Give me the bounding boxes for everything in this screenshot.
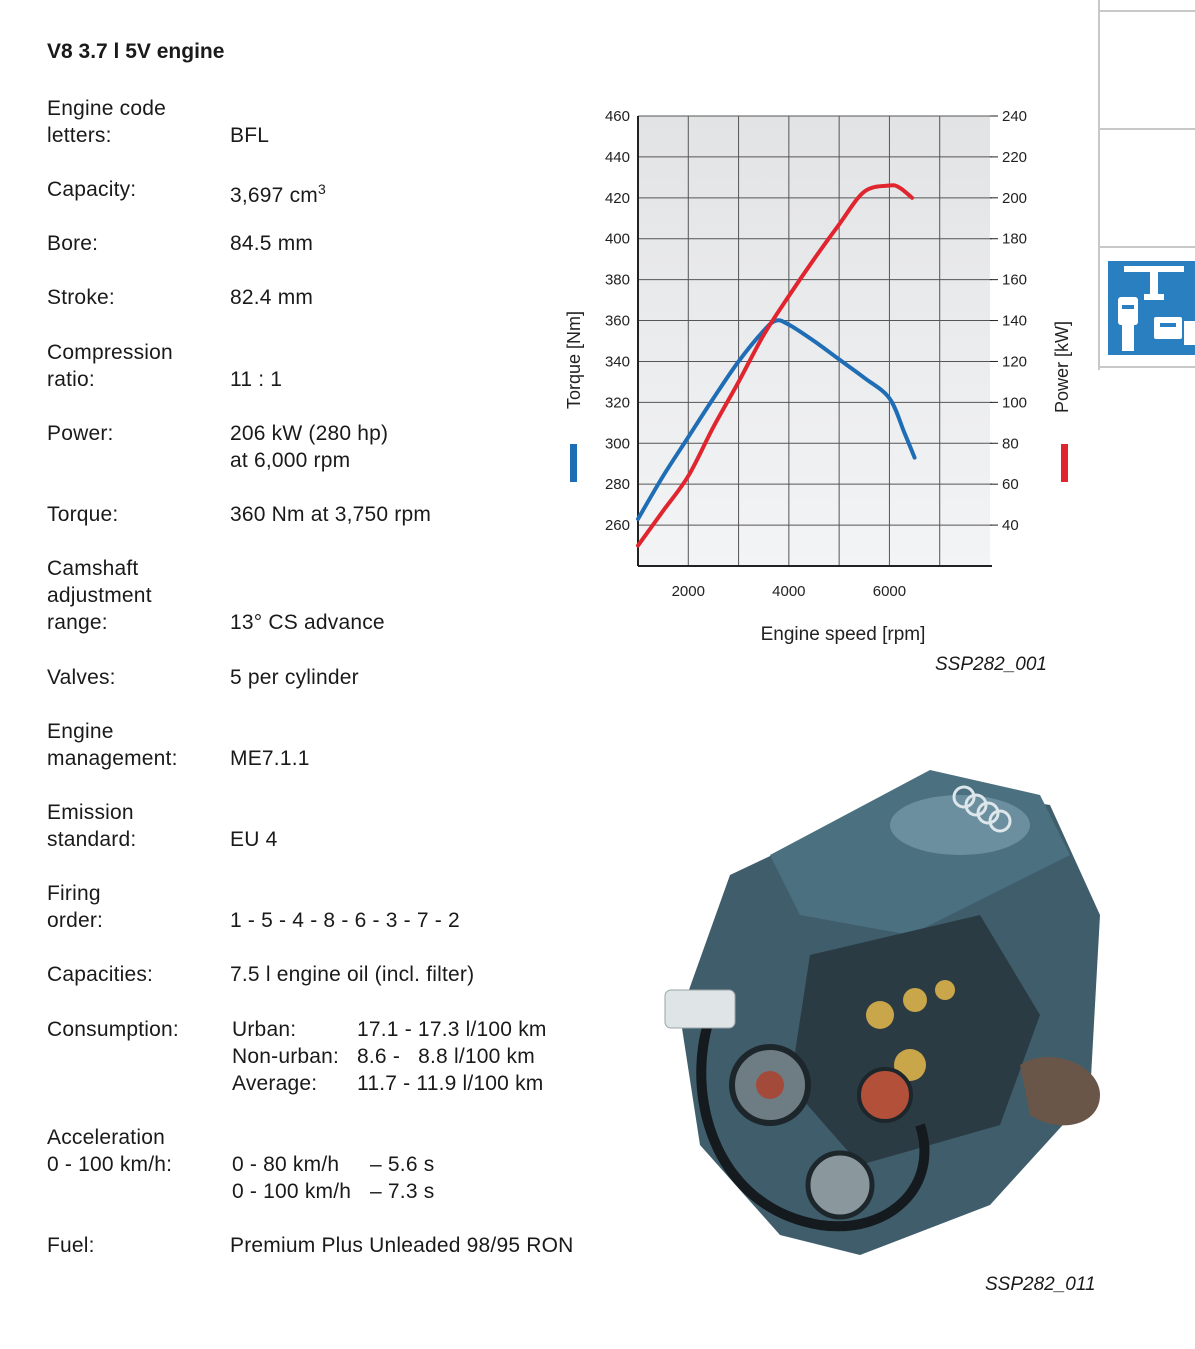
spec-label: Valves: — [47, 666, 116, 689]
torque-power-chart — [540, 100, 1080, 660]
consumption-nonurban-label: Non-urban: — [232, 1045, 340, 1068]
spec-value: 82.4 mm — [230, 286, 314, 309]
y-right-tick-label: 40 — [1002, 517, 1019, 535]
consumption-average-label: Average: — [232, 1072, 318, 1095]
torque-legend-swatch — [570, 444, 577, 482]
spec-value: 206 kW (280 hp) at 6,000 rpm — [230, 422, 389, 472]
spec-value: Premium Plus Unleaded 98/95 RON — [230, 1234, 574, 1257]
y-left-tick-label: 400 — [604, 230, 630, 248]
y-left-tick-label: 440 — [604, 148, 630, 166]
spec-label: Stroke: — [47, 286, 115, 309]
y-right-tick-label: 180 — [1002, 230, 1028, 248]
y-left-tick-label: 360 — [604, 312, 630, 330]
accel-100-value: – 7.3 s — [370, 1180, 435, 1203]
consumption-nonurban-value: 8.6 - 8.8 l/100 km — [357, 1045, 535, 1068]
y-left-tick-label: 460 — [604, 108, 630, 125]
accel-80-label: 0 - 80 km/h — [232, 1153, 340, 1176]
spec-acceleration — [47, 1124, 647, 1206]
x-axis-label: Engine speed [rpm] — [760, 624, 926, 645]
y-right-tick-label: 240 — [1002, 108, 1028, 125]
spec-label: Emission standard: — [47, 801, 137, 851]
accel-100-label: 0 - 100 km/h — [232, 1180, 352, 1203]
y-right-tick-label: 120 — [1002, 353, 1028, 371]
spec-label: Engine code letters: — [47, 97, 166, 147]
spec-value: 3,697 $cm^3$ — [230, 181, 326, 207]
spec-value: 11 : 1 — [230, 368, 283, 391]
y-right-tick-label: 200 — [1002, 189, 1028, 207]
spec-consumption — [47, 1016, 647, 1098]
margin-tab-line — [1098, 10, 1195, 12]
spec-value: 84.5 mm — [230, 232, 314, 255]
y-left-tick-label: 280 — [604, 476, 630, 494]
engine-illustration — [660, 765, 1120, 1265]
spec-label: Capacities: — [47, 963, 154, 986]
x-tick-label: 2000 — [671, 583, 705, 600]
margin-tab-line — [1098, 128, 1195, 130]
y-right-tick-label: 140 — [1002, 312, 1028, 330]
y-right-tick-label: 220 — [1002, 148, 1028, 166]
chart-caption: SSP282_001 — [935, 654, 1047, 675]
spec-value: ME7.1.1 — [230, 747, 310, 770]
y-left-tick-label: 300 — [604, 435, 630, 453]
y-left-tick-label: 320 — [604, 394, 630, 412]
y-right-axis-label: Power [kW] — [1052, 320, 1072, 414]
spec-label: Fuel: — [47, 1234, 95, 1257]
engine-section-icon — [1108, 261, 1195, 355]
y-right-tick-label: 80 — [1002, 435, 1019, 453]
power-legend-swatch — [1061, 444, 1068, 482]
spec-label: Power: — [47, 422, 114, 445]
spec-label: Firing order: — [47, 882, 104, 932]
spec-label: Compression ratio: — [47, 341, 173, 391]
x-tick-label: 4000 — [772, 583, 806, 600]
y-right-tick-label: 60 — [1002, 476, 1019, 494]
spec-label: Engine management: — [47, 720, 178, 770]
spec-label: Bore: — [47, 232, 99, 255]
y-left-axis-label: Torque [Nm] — [564, 310, 584, 410]
consumption-average-value: 11.7 - 11.9 l/100 km — [357, 1072, 544, 1095]
spec-value: 13° CS advance — [230, 611, 385, 634]
spec-value: BFL — [230, 124, 270, 147]
spec-label: Acceleration 0 - 100 km/h: — [47, 1126, 173, 1176]
y-left-tick-label: 340 — [604, 353, 630, 371]
y-left-tick-label: 420 — [604, 189, 630, 207]
bracket — [665, 990, 735, 1028]
spec-label: Capacity: — [47, 178, 137, 201]
y-right-tick-label: 160 — [1002, 271, 1028, 289]
spec-value: 360 Nm at 3,750 rpm — [230, 503, 432, 526]
page-title: V8 3.7 l 5V engine — [47, 40, 225, 63]
spec-label: Torque: — [47, 503, 119, 526]
spec-value: 7.5 l engine oil (incl. filter) — [230, 963, 475, 986]
spec-value: 5 per cylinder — [230, 666, 359, 689]
y-left-tick-label: 380 — [604, 271, 630, 289]
engine-caption: SSP282_011 — [985, 1274, 1096, 1295]
consumption-urban-value: 17.1 - 17.3 l/100 km — [357, 1018, 547, 1041]
spec-label: Camshaft adjustment range: — [47, 557, 152, 634]
x-tick-label: 6000 — [872, 583, 907, 600]
spec-label: Consumption: — [47, 1018, 179, 1041]
spec-value: 1 - 5 - 4 - 8 - 6 - 3 - 7 - 2 — [230, 909, 460, 932]
margin-tab-line — [1098, 246, 1195, 248]
accel-80-value: – 5.6 s — [370, 1153, 435, 1176]
y-left-tick-label: 260 — [604, 517, 630, 535]
margin-tab-line — [1098, 366, 1195, 368]
y-right-tick-label: 100 — [1002, 394, 1028, 412]
margin-tab-line — [1098, 0, 1100, 370]
spec-value: EU 4 — [230, 828, 278, 851]
consumption-urban-label: Urban: — [232, 1018, 297, 1041]
